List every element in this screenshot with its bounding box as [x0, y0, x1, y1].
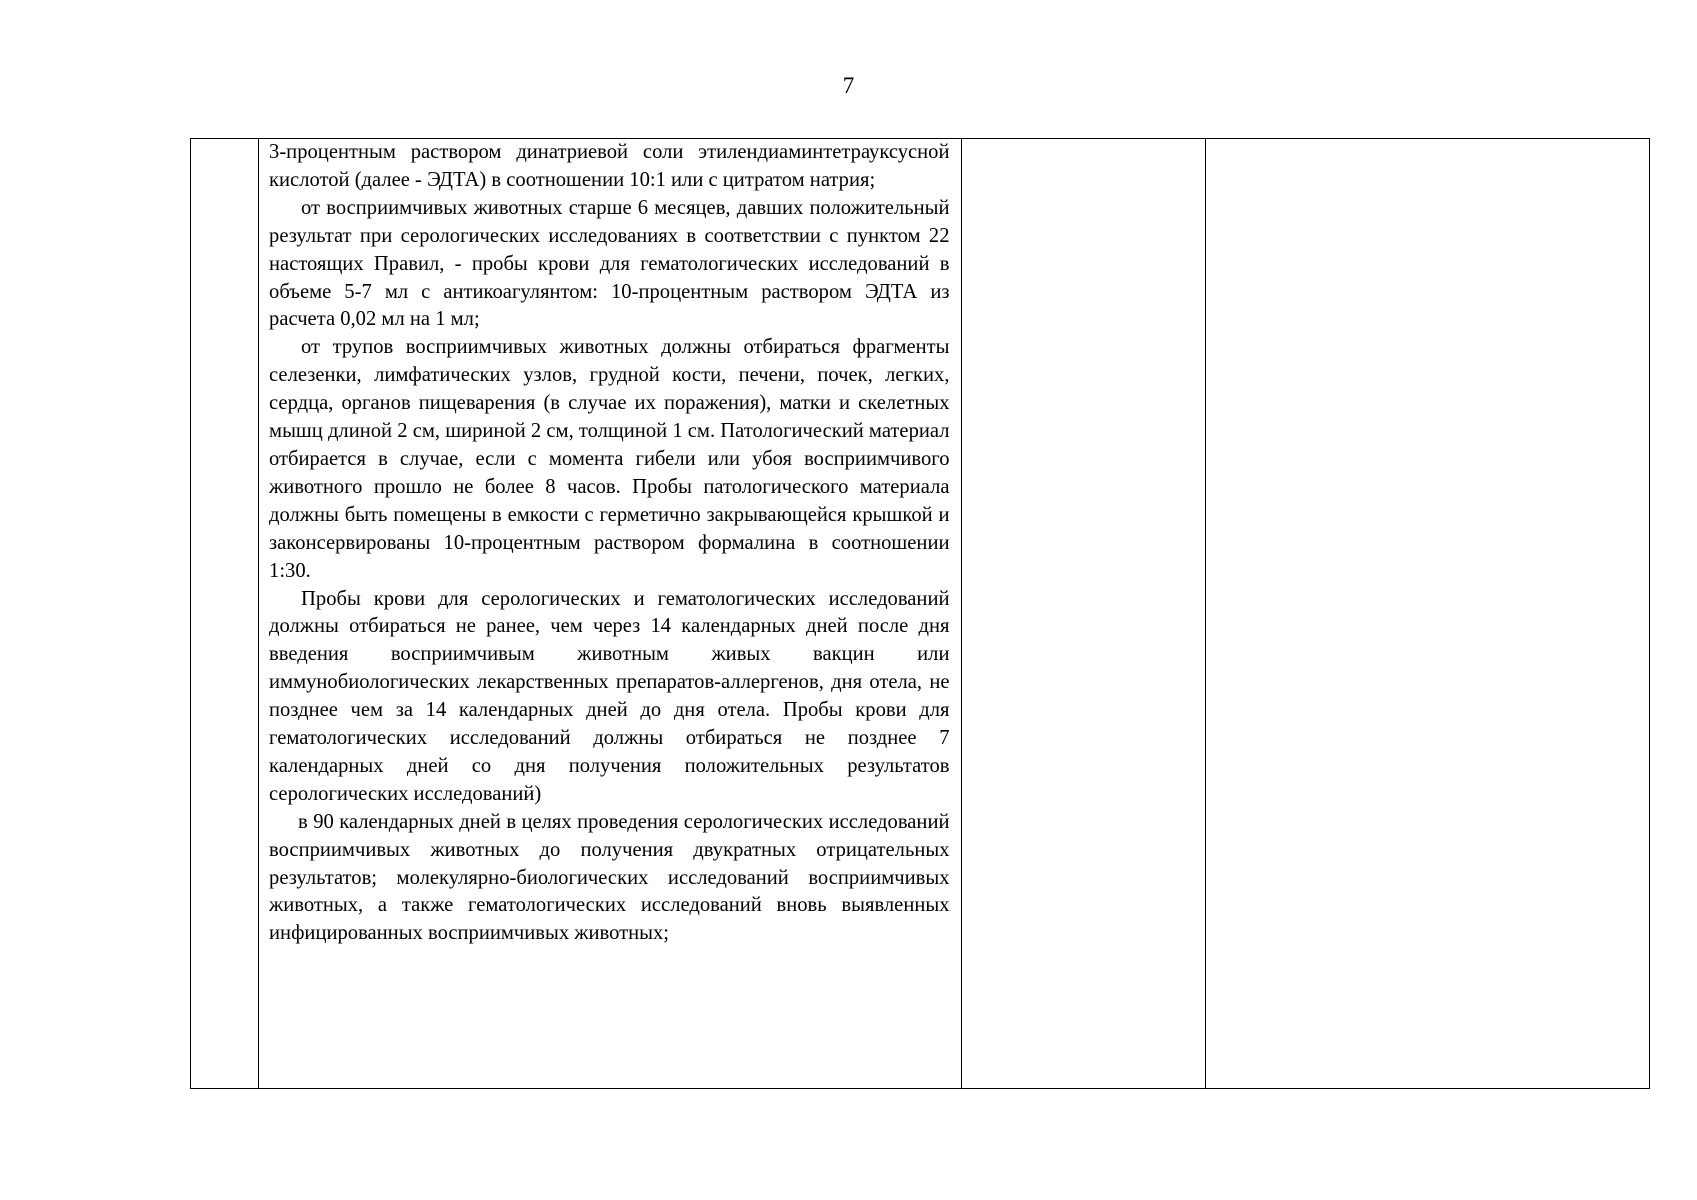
paragraph-blood-samples-hematology: от восприимчивых животных старше 6 месяцев, давших положительный результат при серологических исследованиях в соответствии с пунктом 22 настоящих Правил, - пробы крови для гематологических исследований в объеме 5-7 мл с антикоагулянтом: 10-процентным раствором ЭДТА из расчета 0,02 мл на 1 мл;	[269, 196, 950, 331]
empty-column-cell-3	[961, 139, 1205, 1089]
page-number: 7	[842, 73, 855, 98]
requirements-table	[190, 138, 1650, 1089]
paragraph-sampling-anticoagulant: 3-процентным раствором динатриевой соли этилендиаминтетрауксусной кислотой (далее - ЭДТА) в соотношении 10:1 или с цитратом натрия;	[269, 141, 950, 191]
row-number-cell	[191, 139, 259, 1089]
empty-column-cell-4	[1205, 139, 1649, 1089]
paragraph-pathological-material: от трупов восприимчивых животных должны отбираться фрагменты селезенки, лимфатических узлов, грудной кости, печени, почек, легких, сердца, органов пищеварения (в случае их поражения), матки и скелетных мышц длиной 2 см, шириной 2 см, толщиной 1 см. Патологический материал отбирается в случае, если с момента гибели или убоя восприимчивого животного прошло не более 8 часов. Пробы патологического материала должны быть помещены в емкости с герметично закрывающейся крышкой и законсервированы 10-процентным раствором формалина в соотношении 1:30.	[269, 336, 950, 582]
paragraph-sampling-timing: Пробы крови для серологических и гематологических исследований должны отбираться не ранее, чем через 14 календарных дней после дня введения восприимчивым животным живых вакцин или иммунобиологических лекарственных препаратов-аллергенов, дня отела, не позднее чем за 14 календарных дней до дня отела. Пробы крови для гематологических исследований должны отбираться не позднее 7 календарных дней со дня получения положительных результатов серологических исследований)	[269, 587, 950, 805]
measures-text-cell	[259, 139, 961, 1089]
paragraph-ninety-days: в 90 календарных дней в целях проведения серологических исследований восприимчивых животных до получения двукратных отрицательных результатов; молекулярно-биологических исследований восприимчивых животных, а также гематологических исследований вновь выявленных инфицированных восприимчивых животных;	[269, 810, 950, 945]
table-row	[191, 139, 1650, 1089]
